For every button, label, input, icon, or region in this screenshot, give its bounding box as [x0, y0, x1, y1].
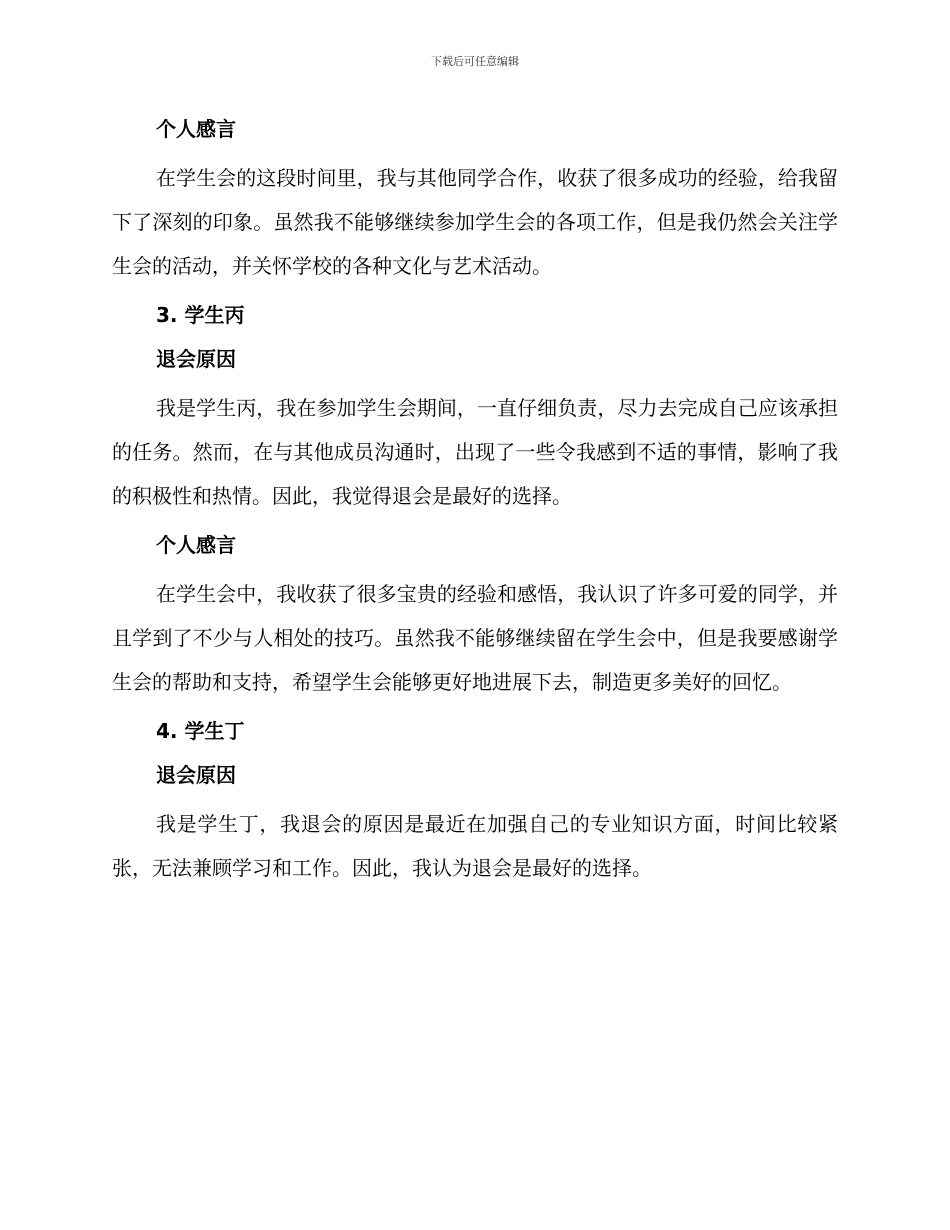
- paragraph-withdrawal-reason: 我是学生丙，我在参加学生会期间，一直仔细负责，尽力去完成自己应该承担的任务。然而，在与其他成员沟通时，出现了一些令我感到不适的事情，影响了我的积极性和热情。因此，我觉得退会是最好的选择。: [112, 396, 838, 508]
- subheading-personal-remarks: 个人感言: [156, 533, 236, 557]
- subheading-withdrawal-reason: 退会原因: [156, 347, 236, 371]
- subheading-withdrawal-reason: 退会原因: [156, 763, 236, 787]
- section-heading-student-c: 3. 学生丙: [156, 303, 245, 327]
- paragraph-personal-remarks: 在学生会中，我收获了很多宝贵的经验和感悟，我认识了许多可爱的同学，并且学到了不少与人相处的技巧。虽然我不能够继续留在学生会中，但是我要感谢学生会的帮助和支持，希望学生会能够更好地进展下去，制造更多美好的回忆。: [112, 582, 838, 694]
- paragraph-personal-remarks: 在学生会的这段时间里，我与其他同学合作，收获了很多成功的经验，给我留下了深刻的印象。虽然我不能够继续参加学生会的各项工作，但是我仍然会关注学生会的活动，并关怀学校的各种文化与艺术活动。: [112, 166, 838, 278]
- section-heading-student-d: 4. 学生丁: [156, 719, 245, 743]
- section-heading-personal-remarks: 个人感言: [156, 117, 236, 141]
- page-header-note: 下载后可任意编辑: [431, 55, 519, 68]
- document-body: [112, 112, 838, 900]
- paragraph-withdrawal-reason: 我是学生丁，我退会的原因是最近在加强自己的专业知识方面，时间比较紧张，无法兼顾学习和工作。因此，我认为退会是最好的选择。: [112, 812, 838, 880]
